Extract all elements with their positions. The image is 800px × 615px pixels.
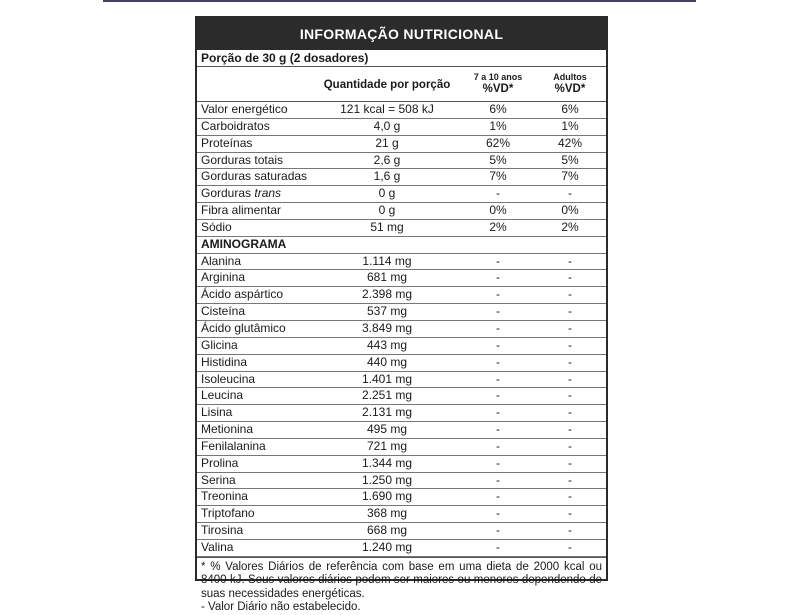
amino-name: Glicina [201,337,238,352]
amino-vd-kids: - [496,371,500,386]
amino-name: Ácido glutâmico [201,320,286,335]
nutrient-vd-kids: 62% [485,135,511,150]
amino-vd-adults: - [568,320,572,335]
amino-vd-kids: - [496,523,500,538]
header-kids-age: 7 a 10 anos [473,72,523,82]
nutrient-row [197,203,606,220]
amino-name: Cisteína [201,304,246,319]
nutrient-name: Valor energético [201,102,288,116]
amino-vd-adults: - [568,472,572,487]
amino-row [197,405,606,422]
amino-vd-kids: - [496,405,500,420]
amino-vd-adults: - [568,337,572,352]
nutrient-name: Sódio [201,219,232,234]
nutrient-row [197,186,606,203]
amino-vd-kids: - [496,422,500,437]
amino-qty: 443 mg [366,337,408,352]
amino-vd-adults: - [568,253,572,268]
nutrient-vd-adults: 5% [561,152,579,167]
amino-vd-adults: - [568,287,572,302]
amino-row [197,489,606,506]
amino-vd-kids: - [496,337,500,352]
amino-row [197,422,606,439]
amino-qty: 2.251 mg [361,388,413,403]
amino-qty: 368 mg [366,506,408,521]
nutrient-row [197,153,606,170]
amino-qty: 2.131 mg [361,405,413,420]
amino-row [197,439,606,456]
nutrient-qty: 0 g [378,203,396,218]
amino-name: Histidina [201,354,248,369]
amino-vd-adults: - [568,304,572,319]
top-divider-line [103,0,696,2]
amino-vd-kids: - [496,455,500,470]
amino-row [197,355,606,372]
nutrient-vd-adults: 42% [557,135,583,150]
nutrient-row [197,136,606,153]
amino-name: Alanina [201,253,242,268]
nutrient-name [197,186,312,202]
amino-vd-kids: - [496,253,500,268]
nutrient-name-italic: trans [254,186,282,201]
header-adults-column [534,67,606,101]
amino-vd-adults: - [568,388,572,403]
nutrient-qty: 21 g [375,135,399,150]
footnote [197,557,606,615]
nutrient-vd-adults: 7% [561,169,579,184]
amino-name: Lisina [201,405,233,420]
amino-name: Ácido aspártico [201,287,284,302]
amino-vd-kids: - [496,489,500,504]
amino-row [197,372,606,389]
aminogram-title: AMINOGRAMA [201,236,287,251]
amino-row [197,456,606,473]
nutrient-vd-kids: 0% [489,203,507,218]
amino-name: Isoleucina [201,371,256,386]
nutrient-vd-adults: - [568,186,572,201]
amino-row [197,270,606,287]
header-kids-vd: %VD* [482,83,514,95]
amino-name: Leucina [201,388,244,403]
amino-name: Arginina [201,270,246,285]
nutrient-qty: 121 kcal = 508 kJ [340,102,434,116]
nutrient-vd-kids: 5% [489,152,507,167]
amino-row [197,254,606,271]
amino-row [197,287,606,304]
amino-vd-kids: - [496,472,500,487]
nutrient-qty: 1,6 g [373,169,401,184]
nutrient-vd-kids: 6% [489,102,507,116]
nutrient-vd-kids: 7% [489,169,507,184]
amino-row [197,388,606,405]
amino-row [197,321,606,338]
nutrient-vd-adults: 6% [561,102,579,116]
amino-qty: 668 mg [366,523,408,538]
amino-name: Prolina [201,455,239,470]
nutrient-row [197,169,606,186]
nutrient-rows [197,102,606,237]
amino-row [197,540,606,557]
nutrient-row [197,220,606,237]
amino-qty: 1.690 mg [361,489,413,504]
amino-vd-kids: - [496,304,500,319]
nutrient-qty: 4,0 g [373,118,401,133]
amino-name: Fenilalanina [201,438,266,453]
amino-qty: 3.849 mg [361,320,413,335]
amino-vd-adults: - [568,422,572,437]
amino-name: Triptofano [201,506,255,521]
header-kids-column [462,67,534,101]
amino-qty: 1.240 mg [361,539,413,554]
amino-qty: 1.250 mg [361,472,413,487]
amino-name: Serina [201,472,236,487]
amino-vd-adults: - [568,354,572,369]
nutrient-vd-adults: 0% [561,203,579,218]
header-empty-cell [197,67,312,101]
amino-vd-adults: - [568,455,572,470]
amino-vd-kids: - [496,270,500,285]
table-header [197,67,606,102]
amino-vd-kids: - [496,438,500,453]
amino-name: Tirosina [201,523,244,538]
amino-vd-kids: - [496,506,500,521]
nutrient-name: Proteínas [201,135,253,150]
amino-row [197,506,606,523]
amino-row [197,523,606,540]
aminogram-heading [197,237,606,254]
nutrient-vd-adults: 2% [561,219,579,234]
amino-vd-kids: - [496,287,500,302]
amino-vd-kids: - [496,320,500,335]
amino-name: Treonina [201,489,248,504]
amino-qty: 721 mg [366,438,408,453]
amino-vd-adults: - [568,270,572,285]
header-quantity: Quantidade por porção [323,79,451,91]
nutrient-vd-kids: - [496,186,500,201]
nutrient-row [197,102,606,119]
amino-row [197,473,606,490]
amino-vd-adults: - [568,405,572,420]
portion-size: Porção de 30 g (2 dosadores) [197,50,606,67]
amino-vd-adults: - [568,438,572,453]
footnote-not-established-text: - Valor Diário não estabelecido. [201,601,361,614]
amino-name: Valina [201,539,234,554]
amino-row [197,304,606,321]
amino-row [197,338,606,355]
amino-qty: 1.344 mg [361,455,413,470]
panel-title: INFORMAÇÃO NUTRICIONAL [197,18,606,50]
amino-vd-kids: - [496,539,500,554]
amino-vd-adults: - [568,371,572,386]
header-adults-vd: %VD* [554,83,586,95]
amino-vd-kids: - [496,354,500,369]
footnote-reference-text: * % Valores Diários de referência com base em uma dieta de 2000 kcal ou 8400 kJ. Seus valores diários podem ser maiores ou menores dependendo de suas necessidades energéticas. [201,560,602,600]
nutrition-facts-panel [195,16,608,614]
nutrient-qty: 2,6 g [373,152,401,167]
amino-qty: 440 mg [366,354,408,369]
amino-qty: 2.398 mg [361,287,413,302]
amino-vd-kids: - [496,388,500,403]
amino-qty: 1.401 mg [361,371,413,386]
nutrient-name: Gorduras saturadas [201,169,308,184]
nutrient-qty: 51 mg [370,219,404,234]
amino-qty: 681 mg [366,270,408,285]
nutrient-name: Carboidratos [201,118,270,133]
header-adults: Adultos [553,72,587,82]
amino-rows [197,254,606,557]
amino-vd-adults: - [568,489,572,504]
nutrient-vd-adults: 1% [561,118,579,133]
nutrient-row [197,119,606,136]
nutrient-name: Fibra alimentar [201,203,282,218]
nutrient-name: Gorduras totais [201,152,284,167]
nutrient-vd-kids: 1% [489,118,507,133]
amino-qty: 1.114 mg [362,253,412,268]
amino-vd-adults: - [568,539,572,554]
amino-vd-adults: - [568,506,572,521]
amino-qty: 495 mg [366,422,408,437]
nutrient-name-prefix: Gorduras [201,186,255,201]
nutrient-vd-kids: 2% [489,219,507,234]
amino-name: Metionina [201,422,254,437]
amino-vd-adults: - [568,523,572,538]
amino-qty: 537 mg [366,304,408,319]
nutrient-qty: 0 g [378,186,396,201]
